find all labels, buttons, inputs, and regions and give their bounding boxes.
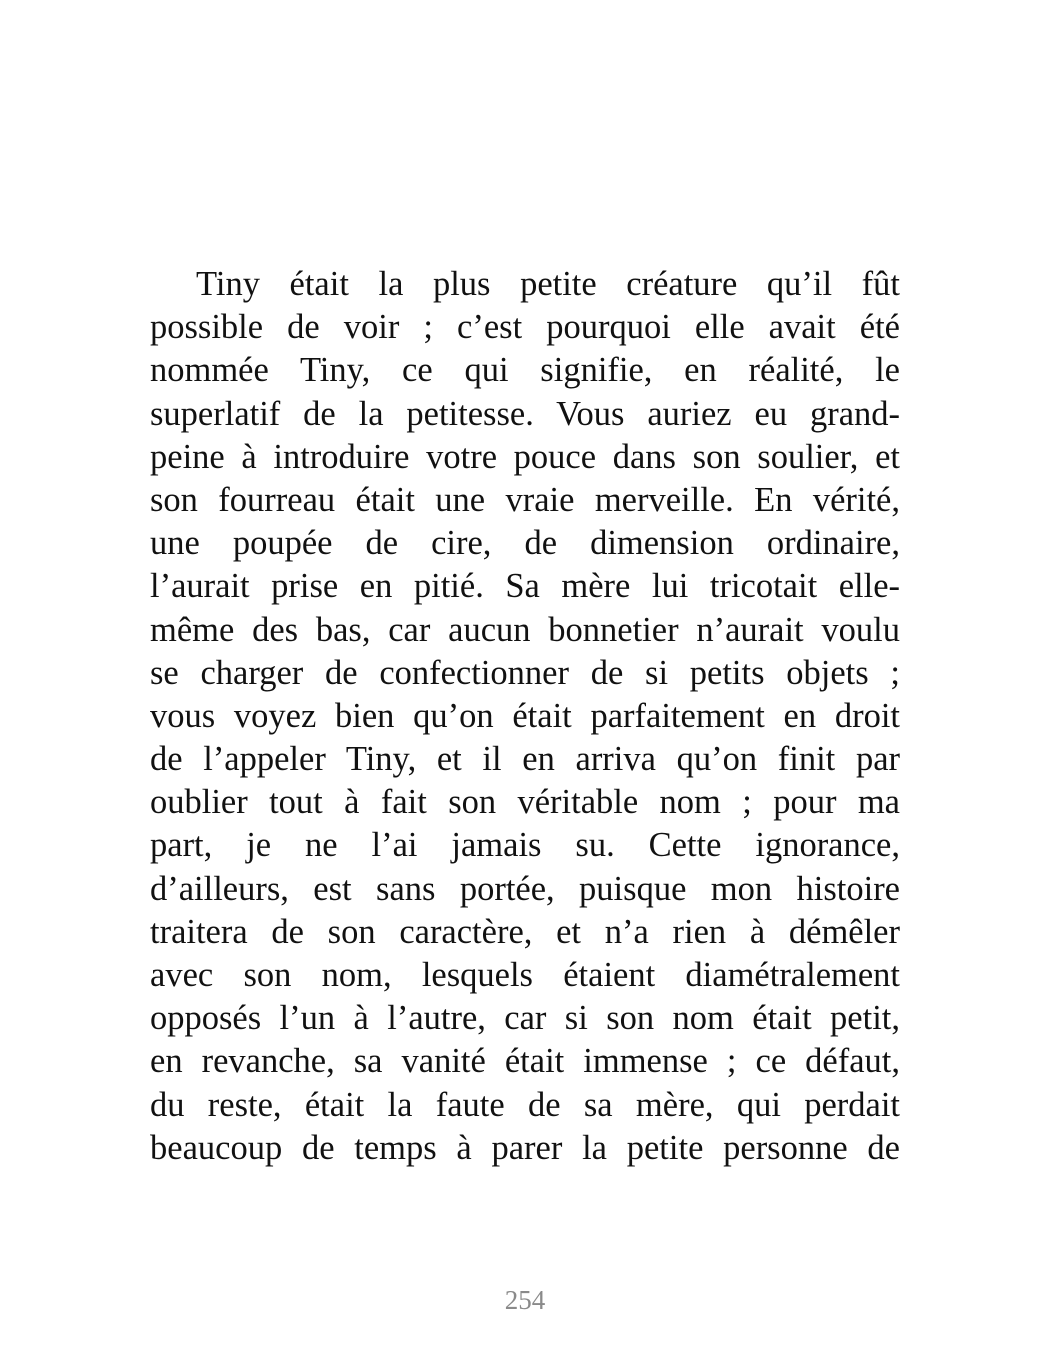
text-line: beaucoup de temps à parer la petite personne de [150, 1128, 900, 1167]
text-line: part, je ne l’ai jamais su. Cette ignorance, [150, 826, 900, 865]
text-line: se charger de confectionner de si petits objets ; [150, 653, 900, 692]
text-line: possible de voir ; c’est pourquoi elle avait été [150, 308, 900, 347]
text-line: peine à introduire votre pouce dans son soulier, et [150, 437, 900, 476]
text-line: une poupée de cire, de dimension ordinaire, [150, 524, 900, 563]
text-line: oublier tout à fait son véritable nom ; pour ma [150, 783, 900, 822]
text-line: en revanche, sa vanité était immense ; ce défaut, [150, 1042, 900, 1081]
text-line: Tiny était la plus petite créature qu’il fût [196, 265, 900, 303]
text-line: avec son nom, lesquels étaient diamétralement [150, 956, 900, 994]
text-line: vous voyez bien qu’on était parfaitement en droit [150, 696, 900, 735]
text-line: nommée Tiny, ce qui signifie, en réalité, le [150, 351, 900, 390]
text-line: traitera de son caractère, et n’a rien à démêler [150, 912, 900, 951]
text-line: opposés l’un à l’autre, car si son nom était petit, [150, 999, 900, 1038]
body-text [150, 263, 900, 1170]
text-line: l’aurait prise en pitié. Sa mère lui tricotait elle- [150, 567, 900, 606]
text-line: du reste, était la faute de sa mère, qui perdait [150, 1085, 900, 1124]
text-line: son fourreau était une vraie merveille. En vérité, [150, 480, 900, 519]
text-line: même des bas, car aucun bonnetier n’aurait voulu [150, 610, 900, 649]
text-line: de l’appeler Tiny, et il en arriva qu’on finit par [150, 740, 900, 779]
text-line: superlatif de la petitesse. Vous auriez eu grand- [150, 394, 900, 433]
page-number: 254 [504, 1285, 546, 1315]
text-line: d’ailleurs, est sans portée, puisque mon histoire [150, 869, 900, 908]
